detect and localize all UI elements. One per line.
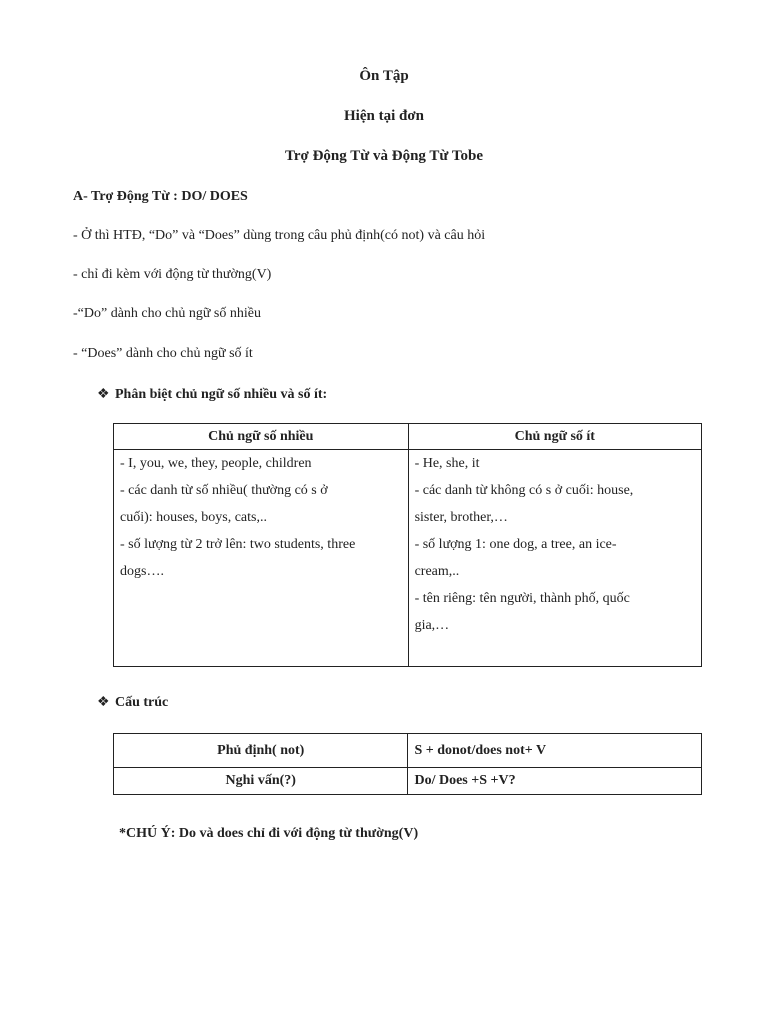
diamond-bullet-icon: ❖ [97, 387, 110, 402]
singular-subject-line: - số lượng 1: one dog, a tree, an ice- [414, 537, 617, 552]
subject-table [113, 423, 702, 667]
section-a-line: -“Do” dành cho chủ ngữ số nhiều [73, 306, 261, 321]
singular-subject-line: - các danh từ không có s ở cuối: house, [414, 483, 634, 498]
structure-label: Phủ định( not) [114, 734, 408, 768]
plural-subject-header: Chủ ngữ số nhiều [114, 424, 409, 450]
section-a-line: - chỉ đi kèm với động từ thường(V) [73, 267, 272, 282]
plural-subject-line: cuối): houses, boys, cats,.. [120, 510, 267, 525]
structure-row-question [114, 768, 702, 795]
plural-subject-line: - số lượng từ 2 trở lên: two students, three [120, 537, 356, 552]
singular-subject-line: - tên riêng: tên người, thành phố, quốc [414, 591, 630, 606]
singular-subject-line: - He, she, it [414, 456, 480, 471]
structure-table [113, 733, 702, 795]
diamond-bullet-icon: ❖ [97, 695, 110, 710]
note-text: *CHÚ Ý: Do và does chỉ đi với động từ thường(V) [119, 826, 419, 841]
section-a-line: - Ở thì HTĐ, “Do” và “Does” dùng trong câu phủ định(có not) và câu hỏi [73, 228, 486, 243]
subject-table-body-row [114, 450, 702, 667]
document-title: Ôn Tập [359, 68, 409, 84]
structure-formula: Do/ Does +S +V? [408, 768, 702, 795]
section-a-title: A- Trợ Động Từ : DO/ DOES [73, 189, 248, 204]
bullet-heading-label: Phân biệt chủ ngữ số nhiều và số ít: [115, 387, 328, 402]
document-heading: Trợ Động Từ và Động Từ Tobe [284, 148, 484, 164]
bullet-heading-structure [97, 694, 168, 711]
bullet-heading-label: Cấu trúc [115, 695, 169, 710]
plural-subject-cell [114, 450, 409, 667]
bullet-heading-subjects [97, 386, 327, 403]
subject-table-header-row [114, 424, 702, 450]
structure-label: Nghi vấn(?) [114, 768, 408, 795]
singular-subject-line: cream,.. [414, 564, 460, 579]
singular-subject-line: sister, brother,… [414, 510, 508, 525]
document-subtitle: Hiện tại đơn [344, 108, 424, 124]
plural-subject-line: - I, you, we, they, people, children [120, 456, 312, 471]
singular-subject-line: gia,… [414, 618, 450, 633]
plural-subject-line: dogs…. [120, 564, 164, 579]
section-a-line: - “Does” dành cho chủ ngữ số ít [73, 346, 253, 361]
structure-formula: S + donot/does not+ V [408, 734, 702, 768]
singular-subject-cell [408, 450, 701, 667]
singular-subject-header: Chủ ngữ số ít [408, 424, 701, 450]
structure-row-negative [114, 734, 702, 768]
plural-subject-line: - các danh từ số nhiều( thường có s ở [120, 483, 328, 498]
